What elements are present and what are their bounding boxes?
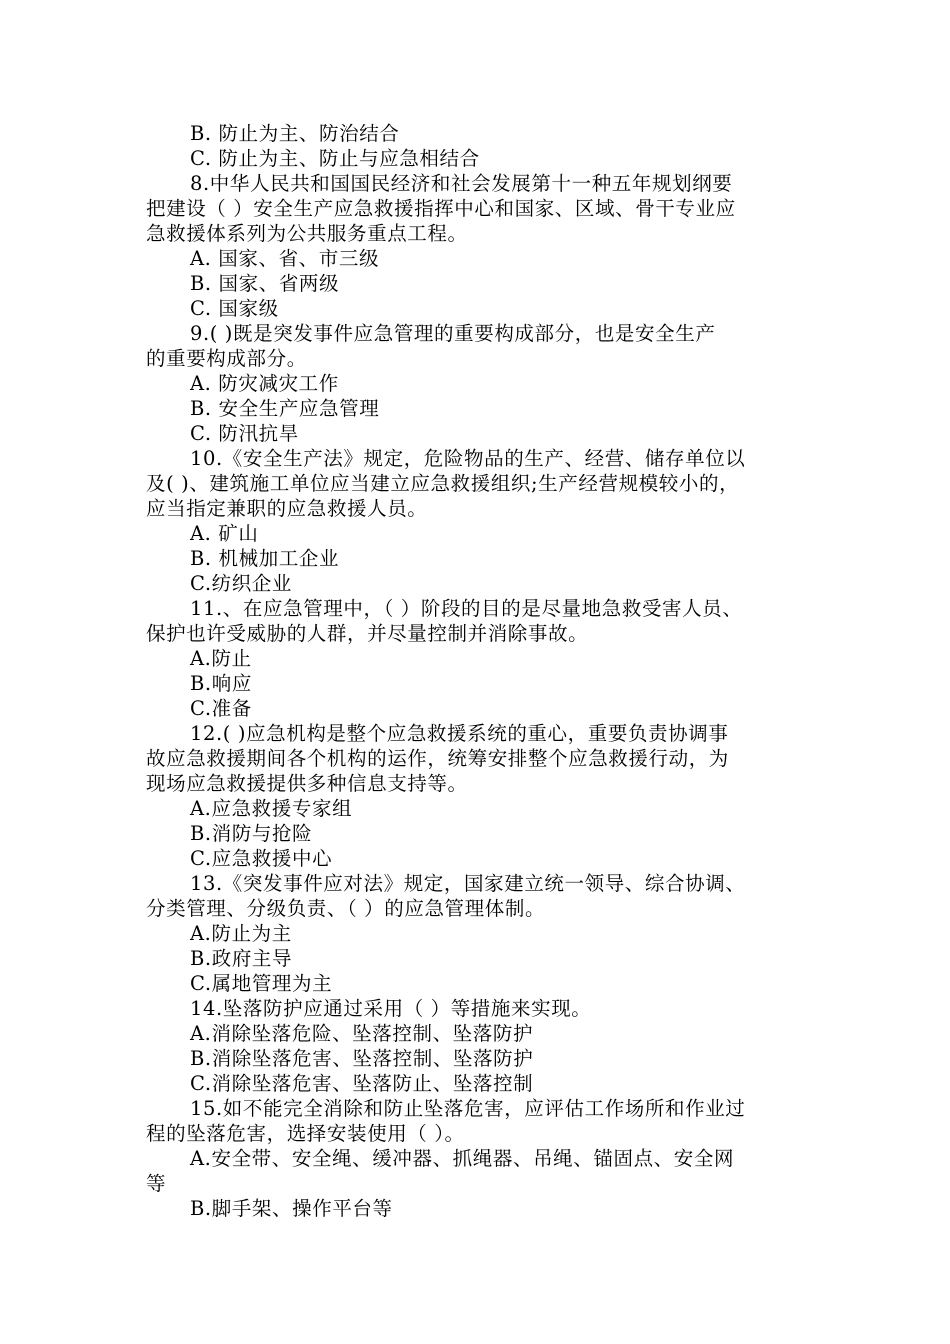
option-a-q10: A. 矿山 [190,522,259,545]
question-12-line-1: 12.( )应急机构是整个应急救援系统的重心，重要负责协调事 [190,722,729,745]
question-15-line-1: 15.如不能完全消除和防止坠落危害，应评估工作场所和作业过 [190,1097,746,1120]
question-8-line-1: 8.中华人民共和国国民经济和社会发展第十一种五年规划纲要 [190,172,733,195]
option-c-q7: C. 防止为主、防止与应急相结合 [190,147,480,170]
question-14-line-1: 14.坠落防护应通过采用（ ）等措施来实现。 [190,997,592,1020]
option-c-q14: C.消除坠落危害、坠落防止、坠落控制 [190,1072,534,1095]
question-8-line-2: 把建设（ ）安全生产应急救援指挥中心和国家、区域、骨干专业应 [146,197,736,220]
question-10-line-3: 应当指定兼职的应急救援人员。 [146,497,428,520]
option-b-q14: B.消除坠落危害、坠落控制、坠落防护 [190,1047,534,1070]
question-10-line-1: 10.《安全生产法》规定，危险物品的生产、经营、储存单位以 [190,447,746,470]
option-c-q8: C. 国家级 [190,297,279,320]
question-9-line-1: 9.( )既是突发事件应急管理的重要构成部分，也是安全生产 [190,322,716,345]
option-a-q15-continued: 等 [146,1172,167,1195]
option-b-q9: B. 安全生产应急管理 [190,397,380,420]
option-b-q13: B.政府主导 [190,947,293,970]
option-c-q13: C.属地管理为主 [190,972,333,995]
question-12-line-2: 故应急救援期间各个机构的运作，统筹安排整个应急救援行动，为 [146,747,729,770]
question-11-line-1: 11.、在应急管理中，（ ）阶段的目的是尽量地急救受害人员、 [190,597,743,620]
option-b-q10: B. 机械加工企业 [190,547,340,570]
option-c-q10: C.纺织企业 [190,572,293,595]
question-13-line-2: 分类管理、分级负责、（ ）的应急管理体制。 [146,897,546,920]
option-a-q8: A. 国家、省、市三级 [190,247,380,270]
question-10-line-2: 及( )、建筑施工单位应当建立应急救援组织;生产经营规模较小的， [146,472,740,495]
option-b-q12: B.消防与抢险 [190,822,313,845]
option-a-q15: A.安全带、安全绳、缓冲器、抓绳器、吊绳、锚固点、安全网 [190,1147,735,1170]
question-9-line-2: 的重要构成部分。 [146,347,307,370]
option-a-q11: A.防止 [190,647,252,670]
question-11-line-2: 保护也许受威胁的人群，并尽量控制并消除事故。 [146,622,589,645]
option-b-q15: B.脚手架、操作平台等 [190,1197,393,1220]
question-12-line-3: 现场应急救援提供多种信息支持等。 [146,772,468,795]
option-c-q11: C.准备 [190,697,252,720]
option-c-q12: C.应急救援中心 [190,847,333,870]
option-a-q13: A.防止为主 [190,922,292,945]
option-b-q8: B. 国家、省两级 [190,272,340,295]
question-15-line-2: 程的坠落危害，选择安装使用（ ）。 [146,1122,465,1145]
question-8-line-3: 急救援体系列为公共服务重点工程。 [146,222,468,245]
question-13-line-1: 13.《突发事件应对法》规定，国家建立统一领导、综合协调、 [190,872,746,895]
option-a-q9: A. 防灾减灾工作 [190,372,339,395]
option-b-q7: B. 防止为主、防治结合 [190,122,400,145]
option-b-q11: B.响应 [190,672,252,695]
option-a-q14: A.消除坠落危险、坠落控制、坠落防护 [190,1022,534,1045]
option-a-q12: A.应急救援专家组 [190,797,353,820]
option-c-q9: C. 防汛抗旱 [190,422,299,445]
